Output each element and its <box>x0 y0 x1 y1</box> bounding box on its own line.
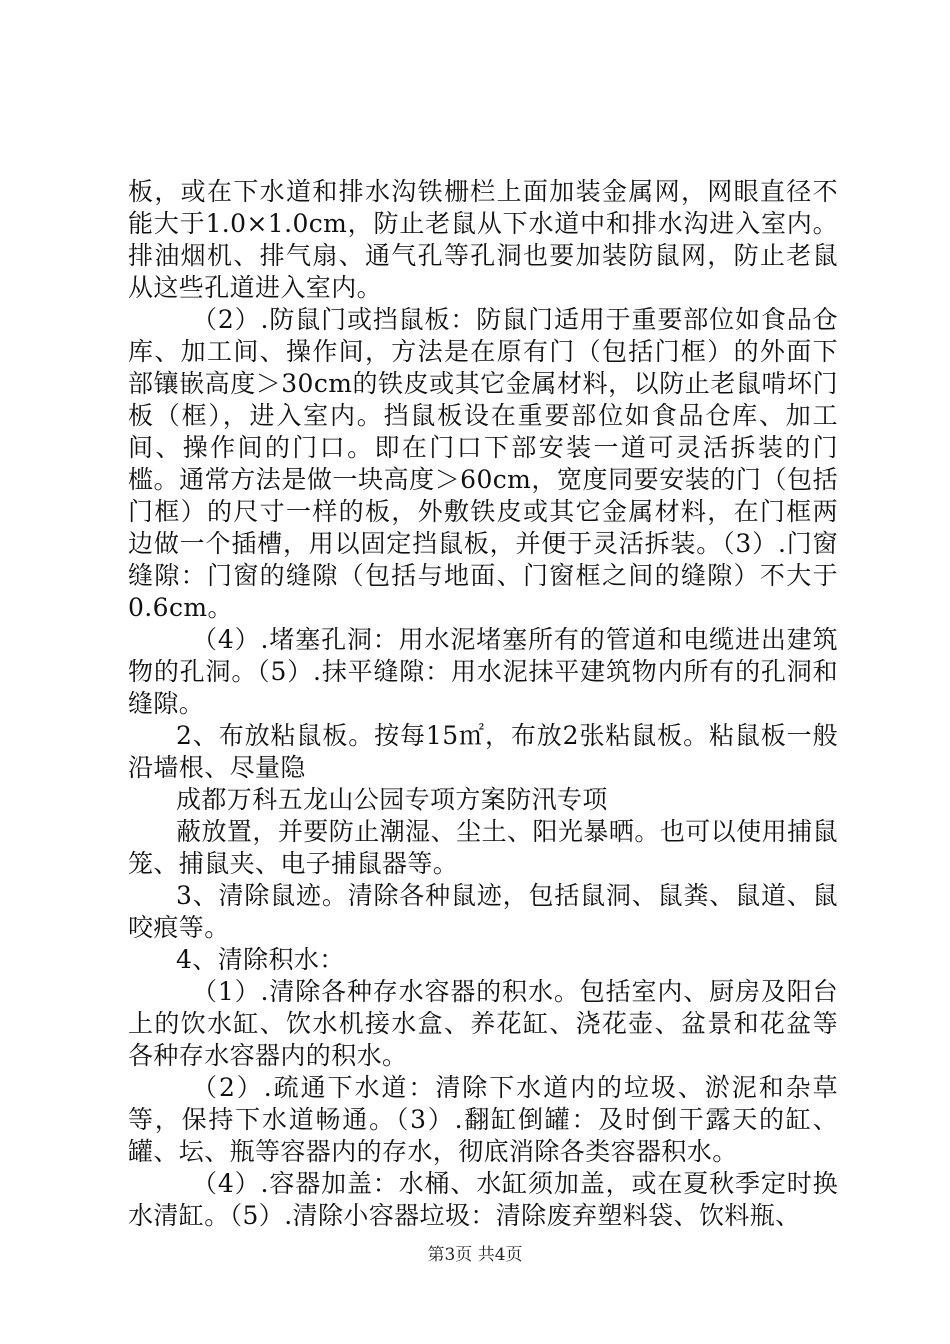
paragraph-glue-boards-continued: 蔽放置，并要防止潮湿、尘土、阳光暴晒。也可以使用捕鼠笼、捕鼠夹、电子捕鼠器等。 <box>128 817 838 878</box>
paragraph-rat-proof-net: 板，或在下水道和排水沟铁栅栏上面加装金属网，网眼直径不能大于1.0×1.0cm，防止老鼠从下水道中和排水沟进入室内。排油烟机、排气扇、通气孔等孔洞也要加装防鼠网，防止老鼠从这些孔道进入室内。 <box>128 177 838 302</box>
heading-clear-standing-water: 4、清除积水： <box>176 945 345 974</box>
paragraph-clear-rat-traces: 3、清除鼠迹。清除各种鼠迹，包括鼠洞、鼠粪、鼠道、鼠咬痕等。 <box>128 881 838 942</box>
paragraph-sewer-clearing: （2）.疏通下水道：清除下水道内的垃圾、淤泥和杂草等，保持下水道畅通。（3）.翻缸倒罐：及时倒干露天的缸、罐、坛、瓶等容器内的存水，彻底消除各类容器积水。 <box>128 1073 838 1166</box>
paragraph-seal-holes: （4）.堵塞孔洞：用水泥堵塞所有的管道和电缆进出建筑物的孔洞。（5）.抹平缝隙：用水泥抹平建筑物内所有的孔洞和缝隙。 <box>128 625 838 718</box>
paragraph-glue-boards: 2、布放粘鼠板。按每15㎡，布放2张粘鼠板。粘鼠板一般沿墙根、尽量隐 <box>128 721 838 782</box>
document-body <box>128 176 838 1232</box>
page-number-footer: 第3页 共4页 <box>427 1245 523 1265</box>
paragraph-container-covers: （4）.容器加盖：水桶、水缸须加盖，或在夏秋季定时换水清缸。（5）.清除小容器垃圾：清除废弃塑料袋、饮料瓶、 <box>128 1169 838 1230</box>
inline-project-title: 成都万科五龙山公园专项方案防汛专项 <box>176 785 608 814</box>
paragraph-rat-proof-door: （2）.防鼠门或挡鼠板：防鼠门适用于重要部位如食品仓库、加工间、操作间，方法是在原有门（包括门框）的外面下部镶嵌高度＞30cm的铁皮或其它金属材料，以防止老鼠啃坏门板（框），进入室内。挡鼠板设在重要部位如食品仓库、加工间、操作间的门口。即在门口下部安装一道可灵活拆装的门槛。通常方法是做一块高度＞60cm，宽度同要安装的门（包括门框）的尺寸一样的板，外敷铁皮或其它金属材料，在门框两边做一个插槽，用以固定挡鼠板，并便于灵活拆装。（3）.门窗缝隙：门窗的缝隙（包括与地面、门窗框之间的缝隙）不大于0.6cm。 <box>128 305 838 622</box>
paragraph-water-containers: （1）.清除各种存水容器的积水。包括室内、厨房及阳台上的饮水缸、饮水机接水盒、养花缸、浇花壶、盆景和花盆等各种存水容器内的积水。 <box>128 977 838 1070</box>
